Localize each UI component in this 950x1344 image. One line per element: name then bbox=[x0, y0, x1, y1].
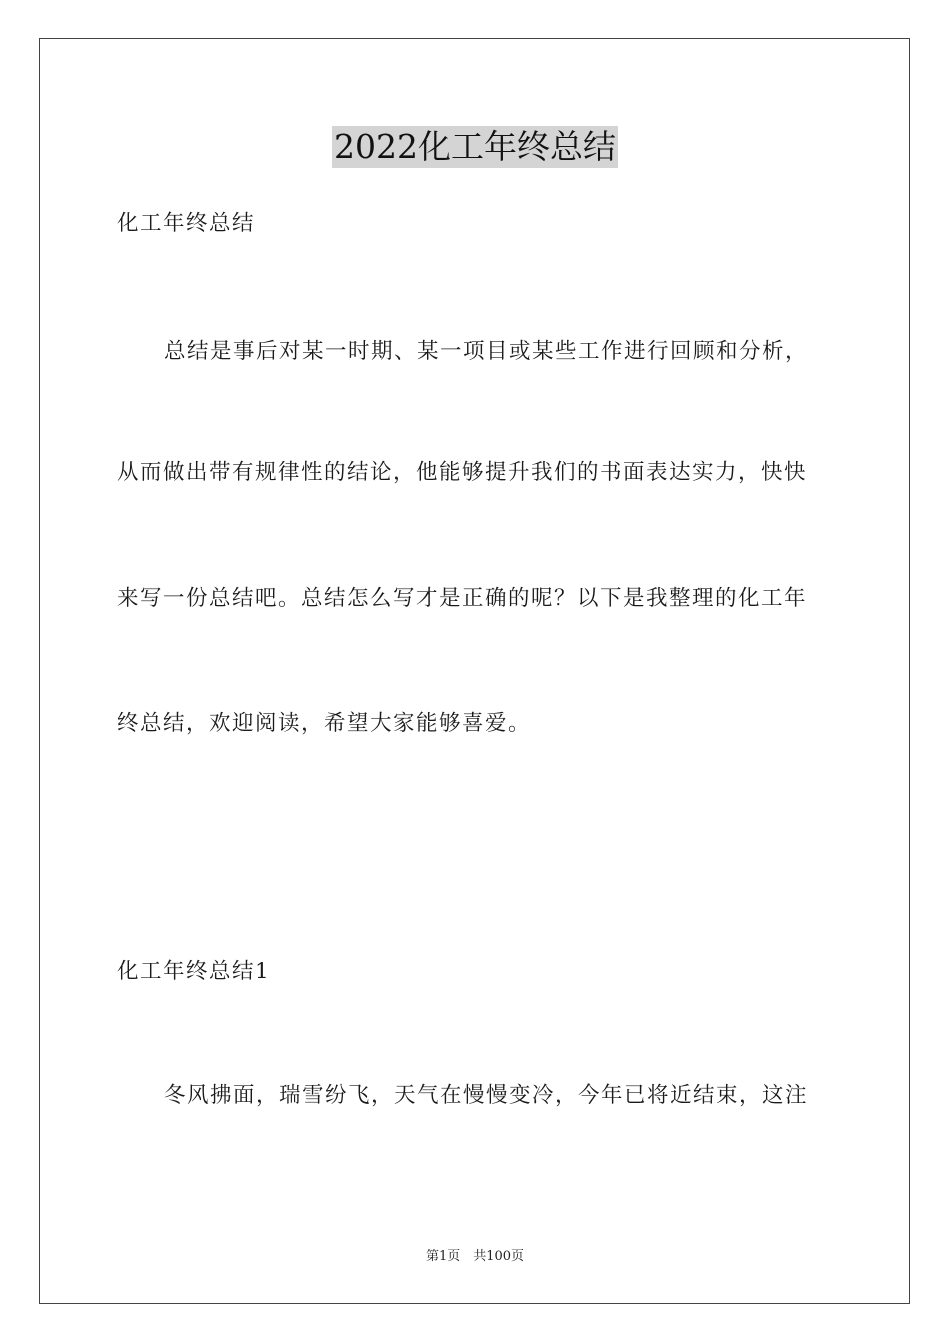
paragraph-line: 从而做出带有规律性的结论，他能够提升我们的书面表达实力，快快 bbox=[117, 460, 808, 485]
paragraph-line: 来写一份总结吧。总结怎么写才是正确的呢？以下是我整理的化工年 bbox=[117, 586, 808, 611]
section-heading: 化工年终总结1 bbox=[117, 959, 271, 984]
paragraph-line: 冬风拂面，瑞雪纷飞，天气在慢慢变冷，今年已将近结束，这注 bbox=[164, 1083, 809, 1108]
document-title-text: 2022化工年终总结 bbox=[334, 127, 616, 166]
paragraph-line: 总结是事后对某一时期、某一项目或某些工作进行回顾和分析， bbox=[164, 339, 809, 364]
section-heading: 化工年终总结 bbox=[117, 211, 256, 236]
paragraph-line: 终总结，欢迎阅读，希望大家能够喜爱。 bbox=[117, 711, 532, 736]
page-number: 第1页 共100页 bbox=[425, 1249, 525, 1264]
document-title bbox=[0, 126, 950, 168]
